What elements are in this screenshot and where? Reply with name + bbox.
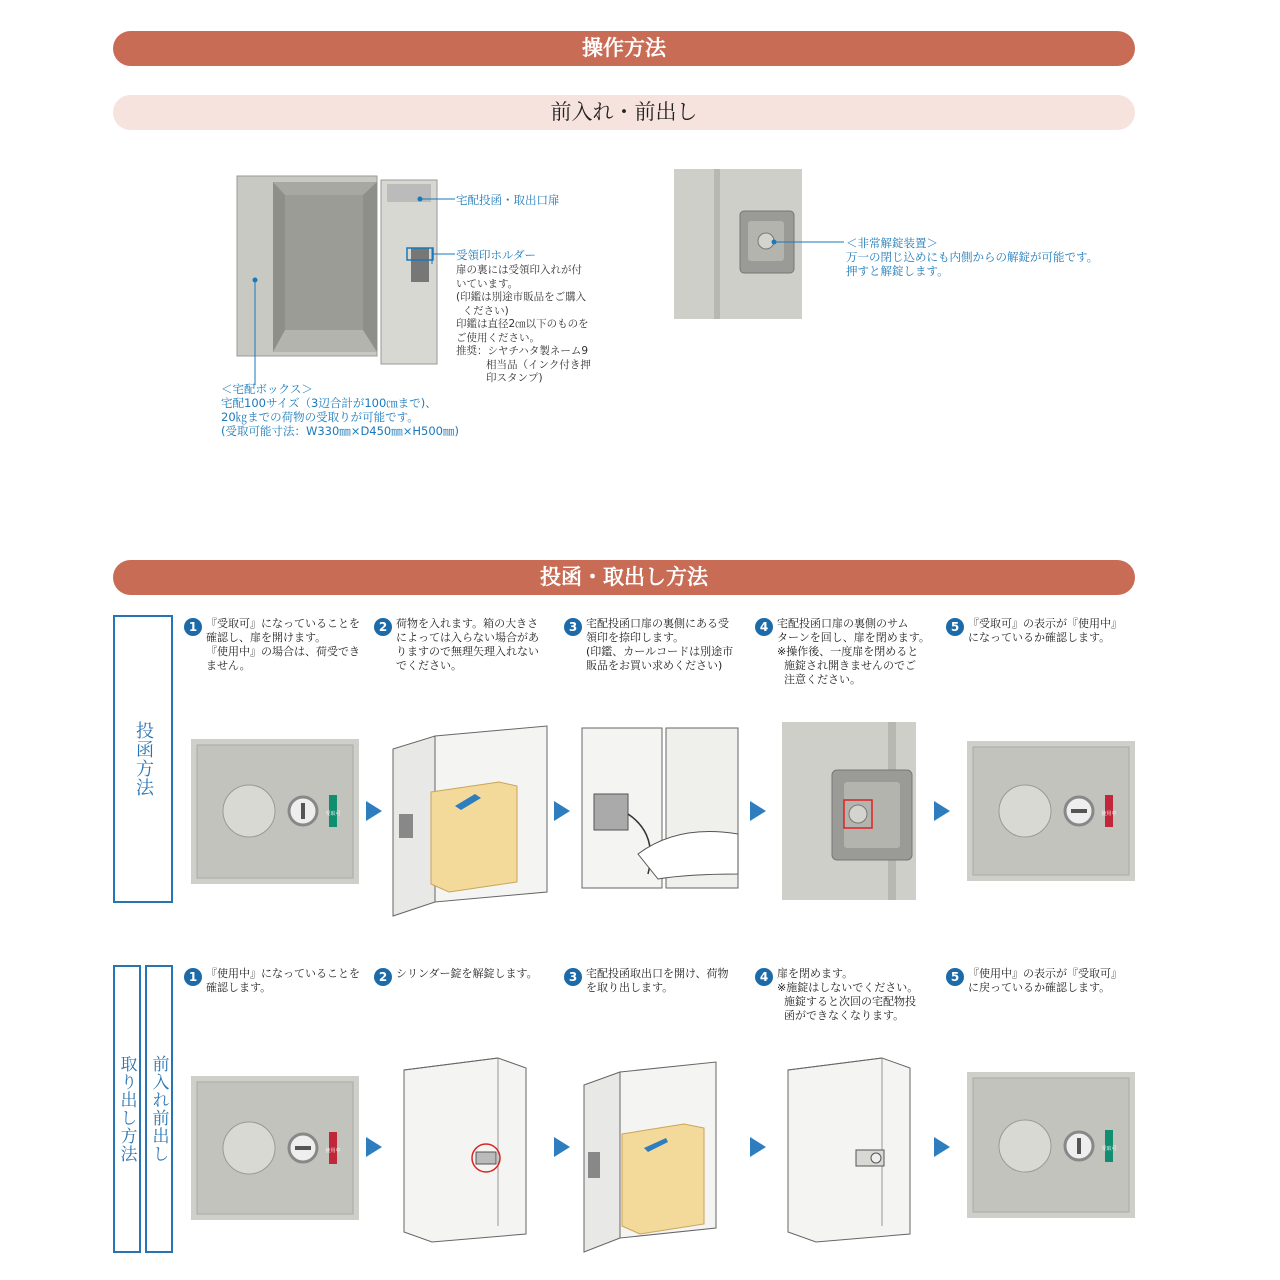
step-text: シリンダー錠を解錠します。: [396, 967, 538, 980]
arrow-icon: [554, 1137, 570, 1157]
step-text: 宅配投函口扉の裏側にある受 領印を捺印します。 (印鑑、カールコードは別途市 販品をお買い求めください): [586, 617, 734, 672]
arrow-icon: [934, 801, 950, 821]
step-text: 宅配投函取出口を開け、荷物 を取り出します。: [586, 967, 729, 994]
arrow-icon: [750, 801, 766, 821]
step-text: 荷物を入れます。箱の大きさ によっては入らない場合があ りますので無理矢理入れない でください。: [396, 617, 539, 672]
status-indicator: 使用中: [1101, 811, 1117, 817]
step-text: 『使用中』の表示が『受取可』 に戻っているか確認します。: [968, 967, 1122, 994]
step-text: 宅配投函口扉の裏側のサム ターンを回し、扉を閉めます。 ※操作後、一度扉を閉めると 施錠され開きませんのでご 注意ください。: [777, 617, 930, 686]
deposit-step-5: [946, 617, 1126, 645]
thumb-turn-photo: [782, 722, 916, 900]
step-text: 『受取可』になっていることを 確認し、扉を開けます。 『使用中』の場合は、荷受でき ません。: [206, 617, 360, 672]
status-indicator: 受取可: [1101, 1146, 1117, 1152]
emergency-leader-line: [770, 236, 850, 248]
deposit-step-4: [755, 617, 935, 687]
status-indicator: 受取可: [325, 811, 341, 817]
step-number: 2: [374, 968, 392, 986]
step-text: 扉を閉めます。 ※施錠はしないでください。 施錠すると次回の宅配物投 函ができなくなります。: [777, 967, 919, 1022]
operation-title: 操作方法: [113, 31, 1135, 66]
step-number: 5: [946, 618, 964, 636]
step-number: 1: [184, 618, 202, 636]
step-number: 2: [374, 618, 392, 636]
step-number: 4: [755, 618, 773, 636]
arrow-icon: [934, 1137, 950, 1157]
deposit-step-1: [184, 617, 364, 673]
step-text: 『使用中』になっていることを 確認します。: [206, 967, 360, 994]
take-out-package-illustration: [580, 1060, 720, 1255]
emergency-label: ＜非常解錠装置＞ 万一の閉じ込めにも内側からの解錠が可能です。 押すと解錠します。: [846, 236, 1099, 278]
lock-panel-in-use-photo: [191, 1076, 359, 1220]
front-title: 前入れ・前出し: [113, 95, 1135, 130]
arrow-icon: [366, 801, 382, 821]
retrieve-step-3: [564, 967, 744, 995]
lock-panel-in-use-photo: [967, 741, 1135, 881]
step-number: 1: [184, 968, 202, 986]
deposit-step-2: [374, 617, 554, 673]
deposit-step-3: [564, 617, 744, 673]
retrieve-step-5: [946, 967, 1126, 995]
status-indicator: 使用中: [325, 1148, 341, 1154]
retrieve-method-label: 取り出し方法: [113, 965, 141, 1253]
arrow-icon: [750, 1137, 766, 1157]
insert-package-illustration: [389, 724, 549, 919]
holder-label: 受領印ホルダー: [456, 248, 537, 262]
arrow-icon: [366, 1137, 382, 1157]
retrieve-step-1: [184, 967, 364, 995]
arrow-icon: [554, 801, 570, 821]
front-in-front-out-label: 前入れ前出し: [145, 965, 173, 1253]
method-title: 投函・取出し方法: [113, 560, 1135, 595]
stamp-receipt-illustration: [578, 724, 742, 894]
step-text: 『受取可』の表示が『使用中』 になっているか確認します。: [968, 617, 1122, 644]
deposit-method-label: 投函方法: [113, 615, 173, 903]
lock-panel-available-photo: [191, 739, 359, 884]
step-number: 5: [946, 968, 964, 986]
overview-leader-lines: [250, 190, 460, 390]
lock-panel-available-photo: [967, 1072, 1135, 1218]
retrieve-step-2: [374, 967, 554, 984]
holder-description: 扉の裏には受領印入れが付 いています。 (印鑑は別途市販品をご購入 ください) 印鑑は直径2㎝以下のものを ご使用ください。 推奨：シヤチハタ製ネーム9 相当品（インク付き押 印スタンプ): [456, 264, 591, 384]
step-number: 3: [564, 968, 582, 986]
box-description: ＜宅配ボックス＞ 宅配100サイズ（3辺合計が100㎝まで)、 20㎏までの荷物の受取りが可能です。 (受取可能寸法：W330㎜×D450㎜×H500㎜): [221, 382, 459, 438]
door-label: 宅配投函・取出口扉: [456, 193, 560, 207]
closed-box-illustration: [784, 1054, 914, 1244]
retrieve-step-4: [755, 967, 935, 1023]
step-number: 4: [755, 968, 773, 986]
closed-box-unlock-illustration: [400, 1054, 530, 1244]
step-number: 3: [564, 618, 582, 636]
